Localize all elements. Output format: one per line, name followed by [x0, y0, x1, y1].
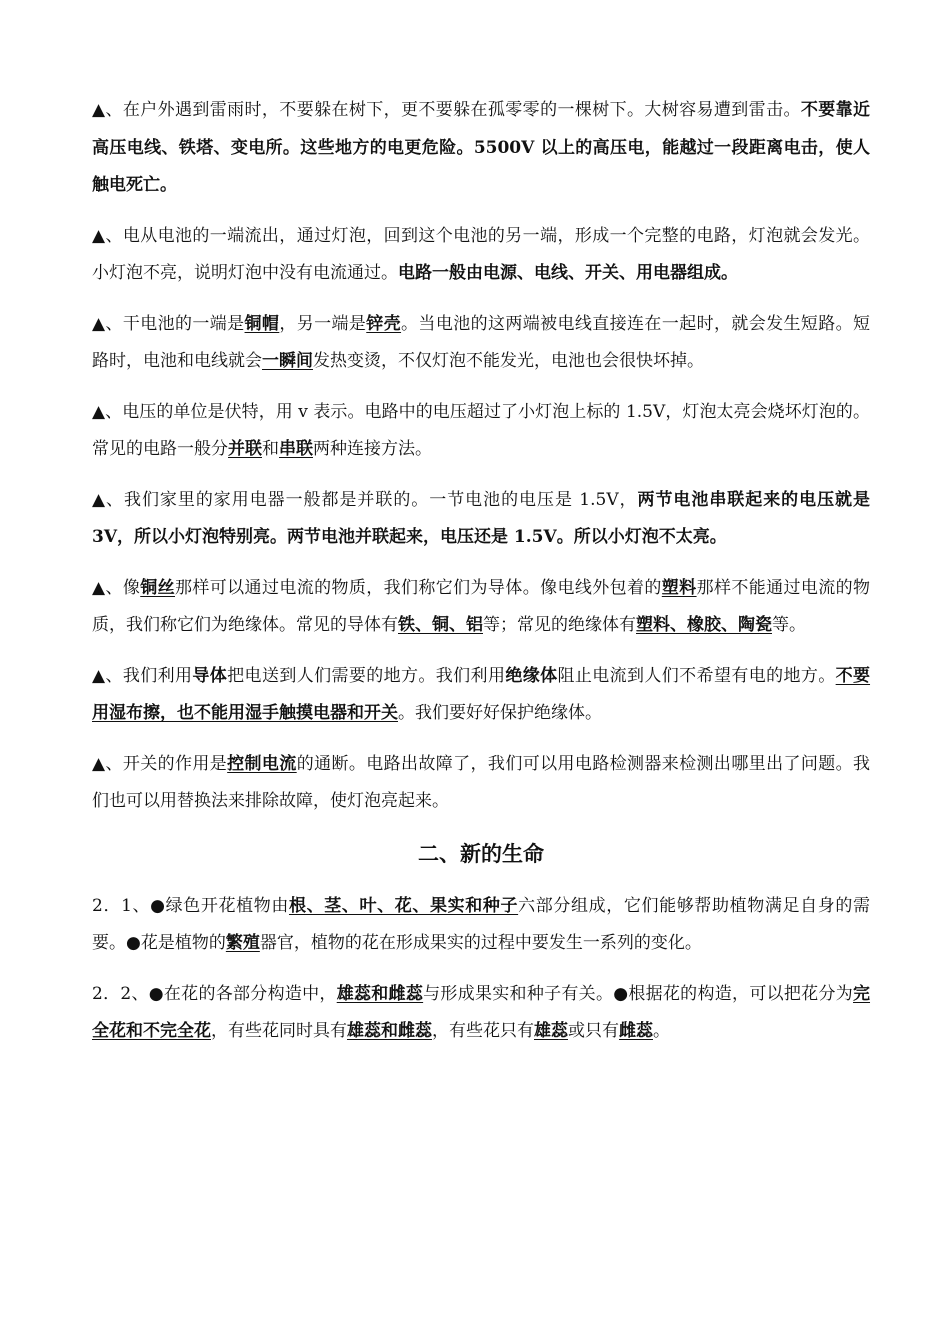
emphasized-text: 电路一般由电源、电线、开关、用电器组成。 — [398, 263, 738, 283]
section-heading: 二、新的生命 — [418, 841, 544, 866]
emphasized-text: 塑料 — [661, 577, 697, 598]
paragraph — [92, 976, 870, 1051]
paragraph — [92, 306, 870, 381]
text-run: 等。 — [772, 615, 806, 635]
text-run: 等；常见的绝缘体有 — [483, 615, 636, 635]
text-run: ▲、电压的单位是伏特，用 v 表示。电路中的电压超过了小灯泡上标的 1.5V，灯泡太亮会烧坏灯泡的。常见的电路一般分 — [92, 401, 870, 459]
text-run: ，有些花同时具有 — [211, 1021, 347, 1041]
text-run: ▲、开关的作用是 — [92, 753, 228, 774]
paragraph — [92, 218, 870, 293]
text-run: 那样可以通过电流的物质，我们称它们为导体。像电线外包着的 — [175, 577, 662, 598]
emphasized-text: 繁殖 — [225, 933, 260, 953]
paragraph — [92, 394, 870, 469]
text-run: 。我们要好好保护绝缘体。 — [398, 703, 602, 723]
text-run: 和 — [262, 439, 279, 459]
text-run: 。 — [653, 1021, 670, 1041]
text-run: 或只有 — [568, 1021, 619, 1041]
text-run: ，另一端是 — [279, 313, 367, 334]
emphasized-text: 锌壳 — [366, 313, 402, 334]
emphasized-text: 一瞬间 — [262, 351, 313, 371]
paragraph — [92, 888, 870, 963]
text-run: 发热变烫，不仅灯泡不能发光，电池也会很快坏掉。 — [313, 351, 704, 371]
emphasized-text: 雄蕊和雌蕊 — [336, 983, 424, 1004]
text-run: ▲、干电池的一端是 — [92, 313, 245, 334]
emphasized-text: 不要靠近高压电线、铁塔、变电所。这些地方的电更危险。5500V 以上的高压电，能越过一段距离电击，使人触电死亡。 — [92, 100, 870, 195]
paragraph — [92, 92, 870, 205]
emphasized-text: 铁、铜、铝 — [398, 615, 483, 635]
text-run: 两种连接方法。 — [313, 439, 432, 459]
emphasized-text: 雄蕊和雌蕊 — [347, 1021, 432, 1041]
emphasized-text: 并联 — [228, 439, 262, 459]
paragraph — [92, 746, 870, 821]
emphasized-text: 雄蕊 — [534, 1021, 568, 1041]
paragraph — [92, 658, 870, 733]
paragraph — [92, 570, 870, 645]
emphasized-text: 导体 — [192, 665, 228, 686]
emphasized-text: 铜丝 — [140, 577, 176, 598]
text-run: ▲、在户外遇到雷雨时，不要躲在树下，更不要躲在孤零零的一棵树下。大树容易遭到雷击。 — [92, 100, 801, 120]
document-page — [92, 92, 870, 1064]
emphasized-text: 完全花和不完全花 — [92, 983, 871, 1041]
text-run: ▲、我们利用 — [92, 665, 193, 686]
emphasized-text: 根、茎、叶、花、果实和种子 — [288, 895, 519, 916]
text-run: 把电送到人们需要的地方。我们利用 — [227, 665, 506, 686]
text-run: 六部分组成，它们能够帮助植物满足自身的需要。●花是植物的 — [92, 895, 871, 953]
text-run: 。当电池的这两端被电线直接连在一起时，就会发生短路。短路时，电池和电线就会 — [92, 313, 871, 371]
paragraph — [92, 482, 870, 557]
emphasized-text: 串联 — [279, 439, 313, 459]
text-run: ，有些花只有 — [432, 1021, 534, 1041]
text-run: 2．1、●绿色开花植物由 — [92, 895, 289, 916]
emphasized-text: 绝缘体 — [505, 665, 558, 686]
text-run: 2．2、●在花的各部分构造中， — [92, 983, 337, 1004]
text-run: 器官，植物的花在形成果实的过程中要发生一系列的变化。 — [259, 933, 702, 953]
emphasized-text: 雌蕊 — [619, 1021, 653, 1041]
text-run: 与形成果实和种子有关。●根据花的构造，可以把花分为 — [423, 983, 854, 1004]
emphasized-text: 两节电池串联起来的电压就是 3V，所以小灯泡特别亮。两节电池并联起来，电压还是 1.5V。所以小灯泡不太亮。 — [92, 489, 871, 547]
text-run: 的通断。电路出故障了，我们可以用电路检测器来检测出哪里出了问题。我们也可以用替换法来排除故障，使灯泡亮起来。 — [92, 753, 871, 811]
emphasized-text: 塑料、橡胶、陶瓷 — [636, 615, 772, 635]
text-run: 阻止电流到人们不希望有电的地方。 — [557, 665, 836, 686]
text-run: ▲、电从电池的一端流出，通过灯泡，回到这个电池的另一端，形成一个完整的电路，灯泡就会发光。小灯泡不亮，说明灯泡中没有电流通过。 — [92, 225, 870, 283]
emphasized-text: 铜帽 — [244, 313, 280, 334]
text-run: 那样不能通过电流的物质，我们称它们为绝缘体。常见的导体有 — [92, 577, 871, 635]
section-paragraph-list — [92, 888, 870, 1051]
text-run: ▲、我们家里的家用电器一般都是并联的。一节电池的电压是 1.5V， — [92, 489, 638, 510]
emphasized-text: 不要用湿布擦，也不能用湿手触摸电器和开关 — [92, 665, 871, 723]
paragraph-list — [92, 92, 870, 821]
text-run: ▲、像 — [92, 577, 141, 598]
emphasized-text: 控制电流 — [227, 753, 297, 774]
